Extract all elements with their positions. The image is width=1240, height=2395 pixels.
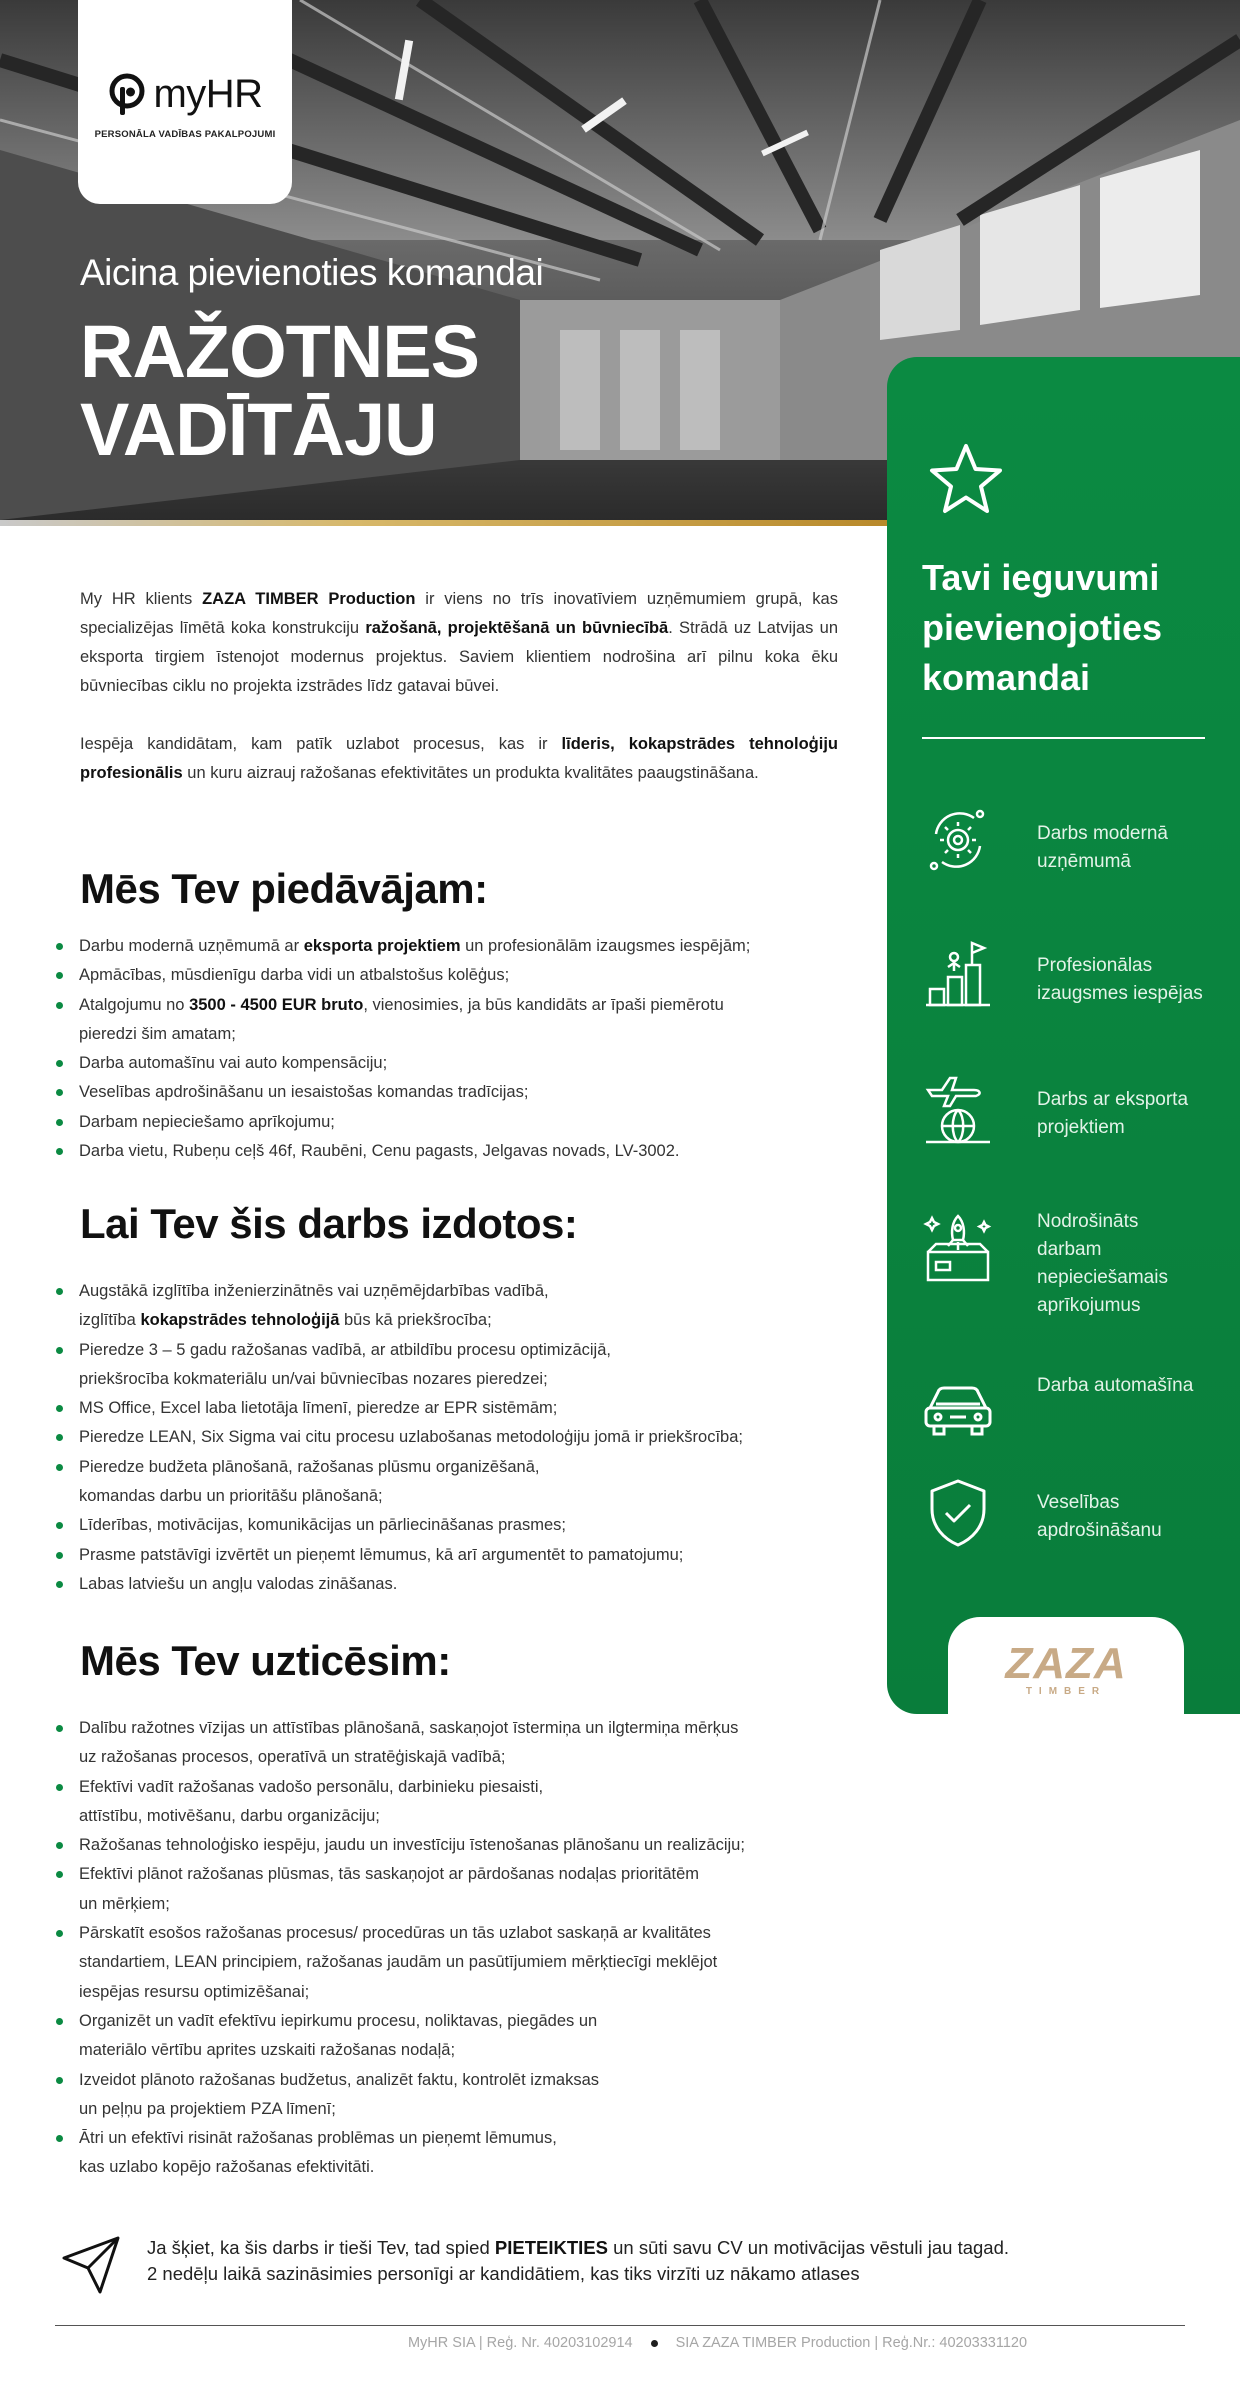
benefit-health bbox=[922, 1477, 1222, 1567]
bold-emphasis: līderis, kokapstrādes tehnoloģiju profesionālis bbox=[80, 735, 838, 782]
footer-zaza-reg: SIA ZAZA TIMBER Production | Reģ.Nr.: 40203331120 bbox=[675, 2335, 1028, 2351]
growth-flag-icon bbox=[922, 937, 994, 1009]
list-item: Darbu modernā uzņēmumā ar eksporta projektiem un profesionālām izaugsmes iespējām; bbox=[79, 932, 750, 961]
zaza-timber-logo[interactable] bbox=[948, 1617, 1184, 1714]
benefit-car bbox=[922, 1372, 1222, 1462]
list-item: Efektīvi vadīt ražošanas vadošo personālu, darbinieku piesaisti, attīstību, motivēšanu, darbu organizāciju; bbox=[79, 1773, 745, 1832]
offer-list bbox=[79, 932, 750, 1166]
list-item: Darba automašīnu vai auto kompensāciju; bbox=[79, 1049, 750, 1078]
intro-paragraph-2: Iespēja kandidātam, kam patīk uzlabot procesus, kas ir līderis, kokapstrādes tehnoloģiju profesionālis un kuru aizrauj ražošanas efektivitātes un produkta kvalitātes paaugstināšana. bbox=[80, 735, 838, 782]
zaza-logo-subtitle: TIMBER bbox=[1025, 1686, 1107, 1697]
benefit-label: Darbs ar eksporta projektiem bbox=[1037, 1089, 1189, 1138]
bold-emphasis: kokapstrādes tehnoloģijā bbox=[140, 1311, 340, 1330]
list-item: Veselības apdrošināšanu un iesaistošas komandas tradīcijas; bbox=[79, 1078, 750, 1107]
list-item: Efektīvi plānot ražošanas plūsmas, tās saskaņojot ar pārdošanas nodaļas prioritātēm un mērķiem; bbox=[79, 1860, 745, 1919]
rocket-box-icon bbox=[922, 1212, 994, 1284]
star-icon bbox=[927, 442, 1005, 516]
benefit-label: Profesionālas izaugsmes iespējas bbox=[1037, 955, 1203, 1004]
list-item: Izveidot plānoto ražošanas budžetus, analizēt faktu, kontrolēt izmaksas un peļņu pa projektiem PZA līmenī; bbox=[79, 2066, 745, 2125]
shield-check-icon bbox=[922, 1477, 994, 1549]
benefit-export bbox=[922, 1072, 1222, 1162]
intro-text bbox=[80, 585, 838, 788]
list-item: MS Office, Excel laba lietotāja līmenī, pieredze ar EPR sistēmām; bbox=[79, 1394, 743, 1423]
list-item: Līderības, motivācijas, komunikācijas un pārliecināšanas prasmes; bbox=[79, 1511, 743, 1540]
list-item: Darba vietu, Rubeņu ceļš 46f, Raubēni, Cenu pagasts, Jelgavas novads, LV-3002. bbox=[79, 1137, 750, 1166]
list-item: Pieredze 3 – 5 gadu ražošanas vadībā, ar atbildību procesu optimizācijā, priekšrocība kokmateriālu un/vai būvniecības nozares pieredzei; bbox=[79, 1336, 743, 1395]
trust-list bbox=[79, 1714, 745, 2183]
requirements-heading: Lai Tev šis darbs izdotos: bbox=[80, 1200, 578, 1247]
list-item: Augstākā izglītība inženierzinātnēs vai uzņēmējdarbības vadībā, izglītība kokapstrādes tehnoloģijā būs kā priekšrocība; bbox=[79, 1277, 743, 1336]
trust-heading: Mēs Tev uzticēsim: bbox=[80, 1637, 451, 1684]
list-item: Ražošanas tehnoloģisko iespēju, jaudu un investīciju īstenošanas plānošanu un realizāciju; bbox=[79, 1831, 745, 1860]
plane-globe-icon bbox=[922, 1072, 994, 1144]
benefit-modern-company bbox=[922, 804, 1222, 894]
apply-call-to-action: Ja šķiet, ka šis darbs ir tieši Tev, tad spied PIETEIKTIES un sūti savu CV un motivācijas vēstuli jau tagad. 2 nedēļu laikā sazināsimies personīgi ar kandidātiem, kas tiks virzīti uz nākamo atlases bbox=[147, 2237, 1010, 2284]
hero-subtitle: Aicina pievienoties komandai bbox=[80, 252, 544, 293]
benefits-panel bbox=[887, 357, 1240, 1714]
list-item: Atalgojumu no 3500 - 4500 EUR bruto, vienosimies, ja būs kandidāts ar īpaši piemērotu pieredzi šim amatam; bbox=[79, 991, 750, 1050]
benefit-growth bbox=[922, 937, 1222, 1027]
list-item: Labas latviešu un angļu valodas zināšanas. bbox=[79, 1570, 743, 1599]
benefit-label: Darba automašīna bbox=[1037, 1375, 1194, 1396]
list-item: Pārskatīt esošos ražošanas procesus/ procedūras un tās uzlabot saskaņā ar kvalitātes standartiem, LEAN principiem, ražošanas jaudām un pasūtījumiem mērķtiecīgi meklējot iespējas resursu optimizēšanai; bbox=[79, 1919, 745, 2007]
bold-emphasis: 3500 - 4500 EUR bruto bbox=[189, 995, 364, 1014]
footer bbox=[0, 2335, 1240, 2351]
benefits-divider bbox=[922, 737, 1205, 739]
benefit-label: Nodrošināts darbam nepieciešamais aprīkojumus bbox=[1037, 1211, 1168, 1316]
benefits-title: Tavi ieguvumi pievienojoties komandai bbox=[922, 557, 1163, 698]
bold-emphasis: ZAZA TIMBER Production bbox=[202, 590, 416, 608]
benefit-equipment bbox=[922, 1212, 1222, 1332]
bold-emphasis: ražošanā, projektēšanā un būvniecībā bbox=[365, 619, 669, 637]
list-item: Pieredze LEAN, Six Sigma vai citu procesu uzlabošanas metodoloģiju jomā ir priekšrocība; bbox=[79, 1423, 743, 1452]
list-item: Apmācības, mūsdienīgu darba vidi un atbalstošus kolēģus; bbox=[79, 961, 750, 990]
page-title-line-2: VADĪTĀJU bbox=[80, 388, 437, 471]
send-icon[interactable] bbox=[60, 2234, 122, 2296]
myhr-logo-subtitle: PERSONĀLA VADĪBAS PAKALPOJUMI bbox=[94, 129, 276, 140]
myhr-logo-icon bbox=[107, 73, 147, 117]
list-item: Darbam nepieciešamo aprīkojumu; bbox=[79, 1108, 750, 1137]
footer-separator bbox=[651, 2340, 658, 2347]
offer-heading: Mēs Tev piedāvājam: bbox=[80, 865, 488, 912]
gear-cycle-icon bbox=[922, 804, 994, 876]
benefit-label: Veselības apdrošināšanu bbox=[1037, 1492, 1162, 1541]
list-item: Organizēt un vadīt efektīvu iepirkumu procesu, noliktavas, piegādes un materiālo vērtību aprites uzskaiti ražošanas nodaļā; bbox=[79, 2007, 745, 2066]
gold-divider bbox=[0, 520, 890, 526]
list-item: Ātri un efektīvi risināt ražošanas problēmas un pieņemt lēmumus, kas uzlabo kopējo ražošanas efektivitāti. bbox=[79, 2124, 745, 2183]
myhr-logo-card[interactable] bbox=[78, 0, 292, 204]
bold-emphasis: PIETEIKTIES bbox=[494, 2237, 608, 2258]
car-icon bbox=[922, 1372, 994, 1444]
page-title-line-1: RAŽOTNES bbox=[80, 310, 479, 393]
footer-divider bbox=[55, 2325, 1185, 2326]
footer-myhr-reg: MyHR SIA | Reģ. Nr. 40203102914 bbox=[407, 2335, 633, 2351]
benefit-label: Darbs modernā uzņēmumā bbox=[1037, 823, 1168, 872]
requirements-list bbox=[79, 1277, 743, 1599]
myhr-logo-text: myHR bbox=[153, 72, 263, 116]
bold-emphasis: eksporta projektiem bbox=[303, 937, 461, 955]
intro-paragraph-1: My HR klients ZAZA TIMBER Production ir viens no trīs inovatīviem uzņēmumiem grupā, kas specializējas līmētā koka konstrukciju ražošanā, projektēšanā un būvniecībā. Strādā uz Latvijas un eksporta tirgiem īstenojot modernus projektus. Saviem klientiem nodrošina arī pilnu koka ēku būvniecības ciklu no projekta izstrādes līdz gatavai būvei. bbox=[80, 590, 838, 695]
list-item: Pieredze budžeta plānošanā, ražošanas plūsmu organizēšanā, komandas darbu un prioritāšu plānošanā; bbox=[79, 1453, 743, 1512]
page-title bbox=[80, 310, 780, 471]
list-item: Dalību ražotnes vīzijas un attīstības plānošanā, saskaņojot īstermiņa un ilgtermiņa mērķus uz ražošanas procesos, operatīvā un stratēģiskajā vadībā; bbox=[79, 1714, 745, 1773]
zaza-logo-word: ZAZA bbox=[1005, 1639, 1127, 1688]
list-item: Prasme patstāvīgi izvērtēt un pieņemt lēmumus, kā arī argumentēt to pamatojumu; bbox=[79, 1541, 743, 1570]
